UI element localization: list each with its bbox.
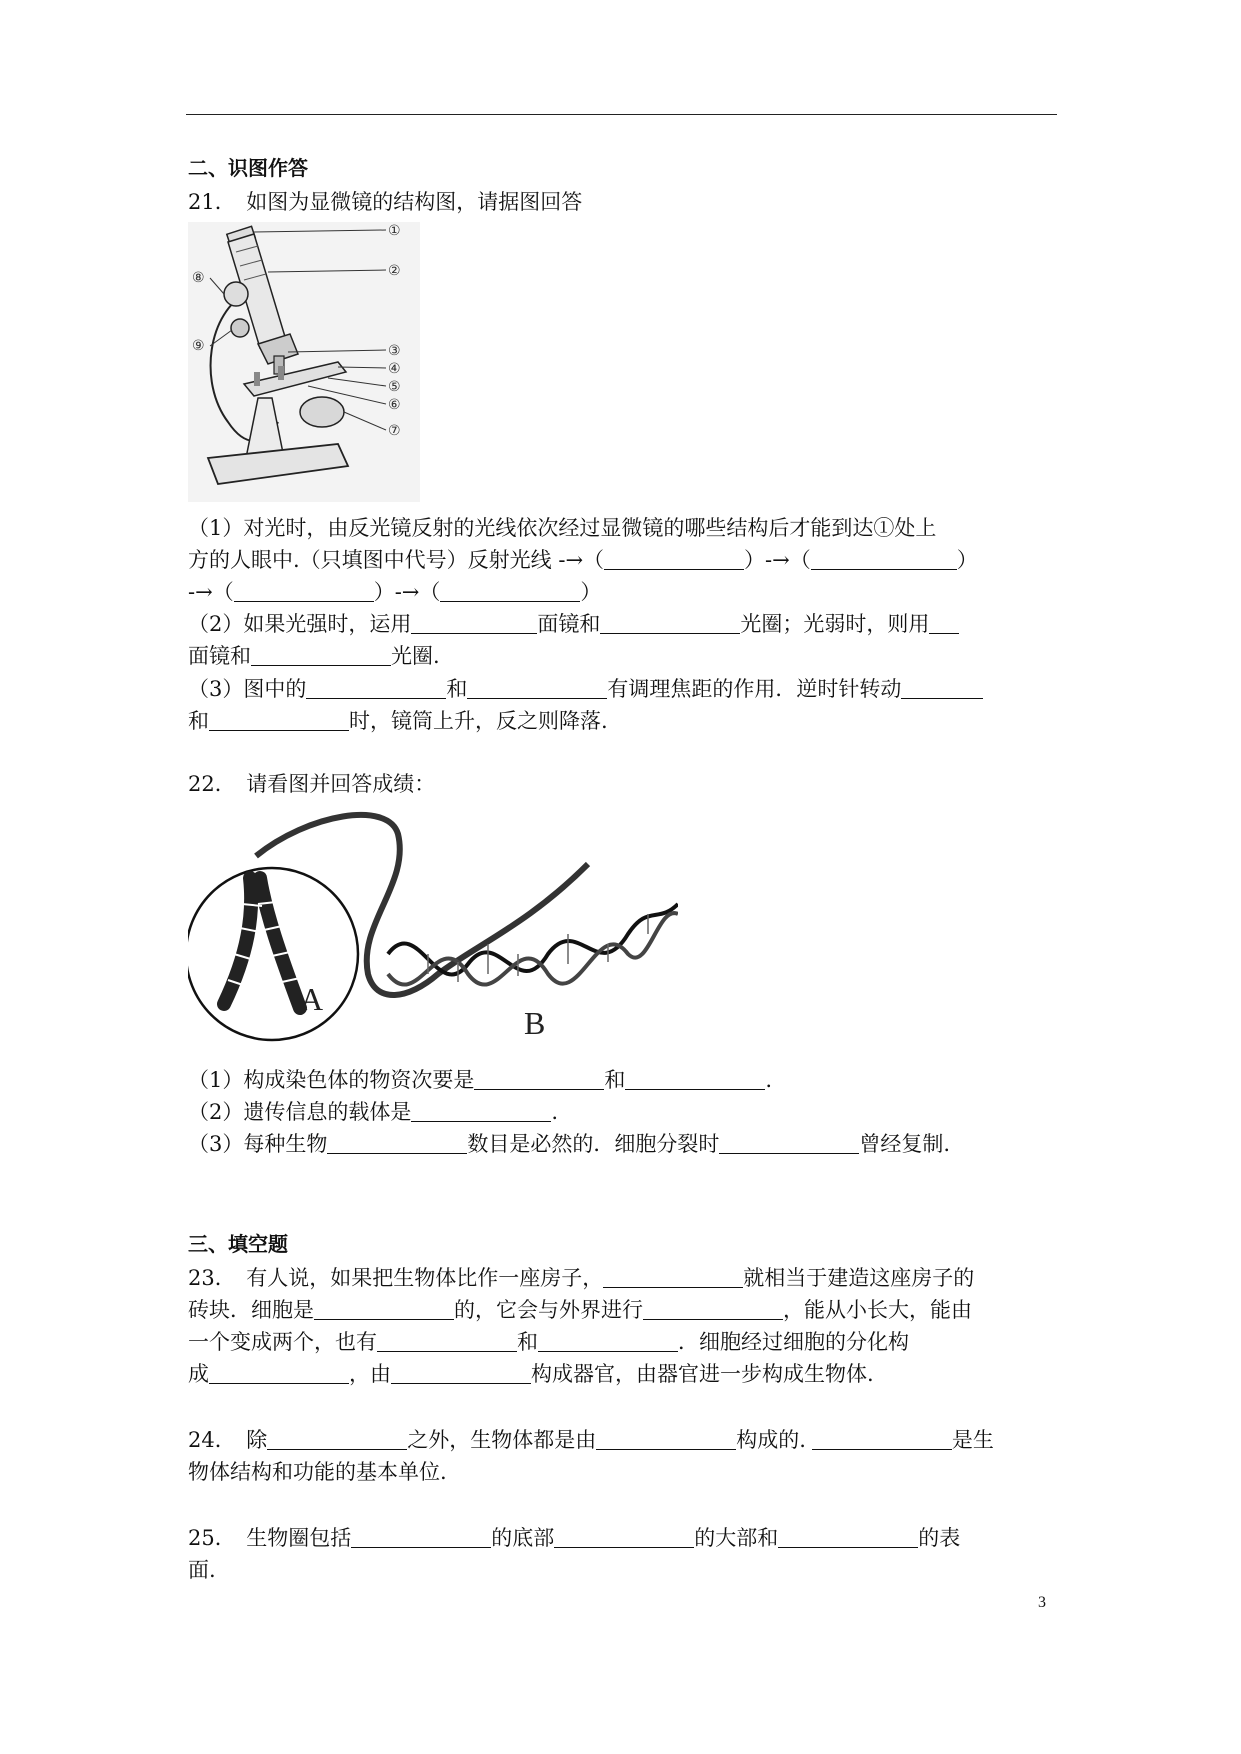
q23-text6: 一个变成两个，也有	[188, 1330, 377, 1354]
q21-part2-text3: 光圈；光弱时，则用	[740, 612, 930, 636]
q24-text3: 构成的.	[736, 1428, 806, 1452]
q21-part3-line1	[188, 677, 983, 701]
label-9: ⑨	[192, 338, 205, 354]
q21-part1-line2	[188, 548, 978, 572]
q21-part3-text3: 有调理焦距的作用．逆时针转动	[607, 677, 902, 701]
label-5: ⑤	[388, 379, 401, 395]
page-number: 3	[1038, 1594, 1046, 1611]
blank[interactable]	[467, 678, 607, 699]
q22-part3-text: （3）每种生物	[188, 1132, 328, 1156]
q21-part3-text4: 和	[188, 709, 209, 733]
q24-text4: 是生	[951, 1428, 994, 1452]
q24-line2: 物体结构和功能的基本单位.	[188, 1460, 447, 1484]
q21-part3-text2: 和	[446, 677, 468, 701]
q21-part1-arrow3: ）-→（	[373, 580, 441, 604]
label-4: ④	[388, 361, 401, 377]
blank[interactable]	[314, 1299, 454, 1320]
coarse-adjustment-knob	[224, 282, 248, 306]
blank[interactable]	[306, 678, 446, 699]
q21-part3-line2	[188, 709, 608, 733]
q22-part3-text2: 数目是必然的．细胞分裂时	[467, 1132, 720, 1156]
blank[interactable]	[812, 1429, 952, 1450]
q23-text5: ，能从小长大，能由	[783, 1298, 972, 1322]
stage-clip-2	[278, 366, 284, 380]
chromosome-circle	[188, 868, 358, 1040]
q23-text: 23． 有人说，如果把生物体比作一座房子，	[188, 1266, 604, 1290]
q21-part3-text5: 时，镜筒上升，反之则降落.	[349, 709, 608, 733]
blank[interactable]	[643, 1299, 783, 1320]
q21-part1-line3	[188, 580, 601, 604]
blank[interactable]	[901, 678, 983, 699]
q23-text2: 就相当于建造这座房子的	[743, 1266, 975, 1290]
q22-part3	[188, 1132, 950, 1156]
blank[interactable]	[251, 645, 391, 666]
q21-part2-text5: 光圈.	[391, 644, 440, 668]
q23-text10: ，由	[349, 1362, 391, 1386]
q22-part1-text: （1）构成染色体的物资次要是	[188, 1068, 475, 1092]
q23-text8: ．细胞经过细胞的分化构	[678, 1330, 909, 1354]
blank[interactable]	[600, 613, 740, 634]
q23-text4: 的，它会与外界进行	[454, 1298, 643, 1322]
q23-text7: 和	[517, 1330, 538, 1354]
q22-part2-text: （2）遗传信息的载体是	[188, 1100, 412, 1124]
blank[interactable]	[377, 1331, 517, 1352]
header-rule	[186, 114, 1057, 115]
blank[interactable]	[719, 1133, 859, 1154]
label-2: ②	[388, 263, 401, 279]
section-3-heading: 三、填空题	[188, 1232, 288, 1256]
label-1: ①	[388, 223, 401, 239]
blank[interactable]	[351, 1527, 491, 1548]
section-2-heading: 二、识图作答	[188, 156, 308, 180]
q21-part1-arrow2: -→（	[188, 580, 234, 604]
q21-title: 21． 如图为显微镜的结构图，请据图回答	[188, 190, 583, 214]
blank[interactable]	[778, 1527, 918, 1548]
blank[interactable]	[440, 581, 580, 602]
q22-part1-text2: 和	[604, 1068, 626, 1092]
q21-part1-close2: ）	[580, 580, 602, 604]
q21-part1-line1: （1）对光时，由反光镜反射的光线依次经过显微镜的哪些结构后才能到达①处上	[188, 516, 937, 540]
q23-line1	[188, 1266, 974, 1290]
q21-part1-text: 方的人眼中.（只填图中代号）反射光线 -→（	[188, 548, 605, 572]
microscope-figure	[188, 222, 420, 502]
blank[interactable]	[554, 1527, 694, 1548]
q23-line3	[188, 1330, 909, 1354]
blank[interactable]	[929, 613, 959, 634]
q21-part2-line2	[188, 644, 440, 668]
blank[interactable]	[538, 1331, 678, 1352]
q23-line2	[188, 1298, 972, 1322]
q23-line4	[188, 1362, 874, 1386]
blank[interactable]	[411, 1101, 551, 1122]
q25-line2: 面.	[188, 1558, 216, 1582]
q22-title: 22． 请看图并回答成绩：	[188, 772, 436, 796]
q25-text3: 的大部和	[694, 1526, 779, 1550]
q22-part2	[188, 1100, 558, 1124]
blank[interactable]	[603, 1267, 743, 1288]
stage-clip	[254, 372, 260, 386]
q25-line1	[188, 1526, 960, 1550]
blank[interactable]	[596, 1429, 736, 1450]
q25-text2: 的底部	[491, 1526, 555, 1550]
blank[interactable]	[391, 1363, 531, 1384]
mirror	[300, 397, 344, 427]
q22-part2-end: .	[551, 1100, 559, 1124]
q25-text: 25． 生物圈包括	[188, 1526, 352, 1550]
q21-part1-arrow: ）-→（	[744, 548, 811, 572]
q21-part2-text4: 面镜和	[188, 644, 251, 668]
blank[interactable]	[411, 613, 537, 634]
q23-text11: 构成器官，由器官进一步构成生物体.	[531, 1362, 874, 1386]
q24-line1	[188, 1428, 994, 1452]
blank[interactable]	[811, 549, 957, 570]
label-8: ⑧	[192, 270, 205, 286]
blank[interactable]	[209, 710, 349, 731]
q23-text3: 砖块．细胞是	[188, 1298, 314, 1322]
label-a: A	[300, 981, 324, 1017]
q21-part1-close: ）	[956, 548, 978, 572]
blank[interactable]	[267, 1429, 407, 1450]
q23-text9: 成	[188, 1362, 209, 1386]
q22-part1-end: .	[765, 1068, 773, 1092]
q24-text2: 之外，生物体都是由	[407, 1428, 597, 1452]
label-6: ⑥	[388, 397, 401, 413]
q21-part2-text2: 面镜和	[537, 612, 601, 636]
q25-text4: 的表	[918, 1526, 961, 1550]
label-b: B	[524, 1005, 546, 1041]
label-3: ③	[388, 343, 401, 359]
q21-part2-line1	[188, 612, 959, 636]
blank[interactable]	[327, 1133, 467, 1154]
blank[interactable]	[625, 1069, 765, 1090]
label-7: ⑦	[388, 423, 401, 439]
q22-part1	[188, 1068, 772, 1092]
q22-part3-end: 曾经复制.	[859, 1132, 951, 1156]
blank[interactable]	[604, 549, 744, 570]
q24-text: 24． 除	[188, 1428, 268, 1452]
chromosome-dna-figure	[188, 804, 678, 1054]
q21-part2-text: （2）如果光强时，运用	[188, 612, 412, 636]
blank[interactable]	[209, 1363, 349, 1384]
blank[interactable]	[474, 1069, 604, 1090]
blank[interactable]	[234, 581, 374, 602]
q21-part3-text: （3）图中的	[188, 677, 307, 701]
fine-adjustment-knob	[231, 319, 249, 337]
